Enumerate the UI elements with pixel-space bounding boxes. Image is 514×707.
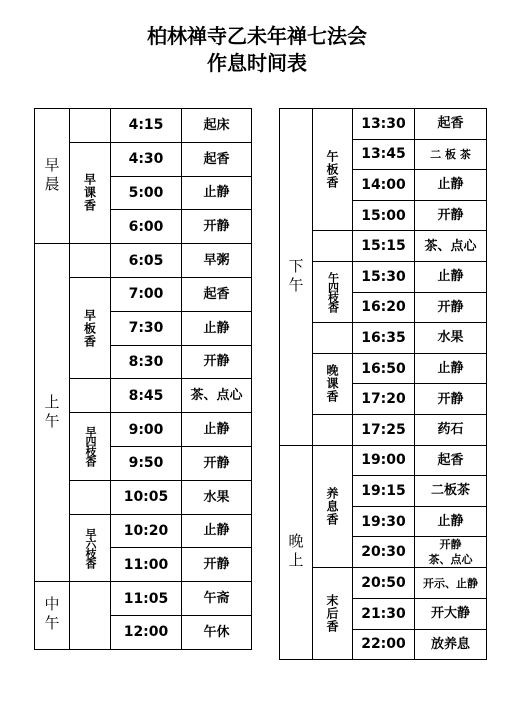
activity-cell: 起香 bbox=[415, 445, 487, 476]
time-cell: 16:35 bbox=[353, 323, 415, 354]
activity-cell: 起香 bbox=[182, 142, 252, 176]
activity-cell: 止静 bbox=[182, 514, 252, 548]
time-cell: 15:15 bbox=[353, 231, 415, 262]
session-label: 末后香 bbox=[313, 568, 353, 660]
activity-cell: 止静 bbox=[182, 311, 252, 345]
time-cell: 16:50 bbox=[353, 353, 415, 384]
session-label: 养息香 bbox=[313, 445, 353, 568]
time-cell: 16:20 bbox=[353, 292, 415, 323]
page-subtitle: 作息时间表 bbox=[207, 51, 307, 75]
time-cell: 4:15 bbox=[111, 109, 182, 143]
period-label: 早晨 bbox=[35, 109, 70, 244]
activity-cell: 起床 bbox=[182, 109, 252, 143]
activity-cell: 开静 bbox=[182, 548, 252, 582]
time-cell: 7:30 bbox=[111, 311, 182, 345]
activity-cell: 茶、点心 bbox=[182, 379, 252, 413]
session-label bbox=[313, 231, 353, 262]
time-cell: 4:30 bbox=[111, 142, 182, 176]
activity-cell: 止静 bbox=[415, 261, 487, 292]
time-cell: 21:30 bbox=[353, 598, 415, 629]
table-row bbox=[35, 582, 252, 616]
session-label: 早四枝香 bbox=[70, 413, 111, 481]
activity-cell: 开大静 bbox=[415, 598, 487, 629]
period-label: 上午 bbox=[35, 244, 70, 582]
session-label: 午板香 bbox=[313, 109, 353, 231]
period-label: 中午 bbox=[35, 582, 70, 650]
table-row bbox=[35, 109, 252, 143]
activity-cell: 药石 bbox=[415, 414, 487, 445]
activity-cell: 茶、点心 bbox=[415, 231, 487, 262]
session-label: 早六枝香 bbox=[70, 514, 111, 582]
table-row bbox=[280, 445, 487, 476]
schedule-table-left bbox=[34, 108, 252, 650]
time-cell: 6:00 bbox=[111, 210, 182, 244]
page-title: 柏林禅寺乙未年禅七法会 bbox=[147, 24, 367, 48]
time-cell: 19:15 bbox=[353, 476, 415, 507]
session-label: 早课香 bbox=[70, 142, 111, 243]
activity-cell: 起香 bbox=[182, 277, 252, 311]
activity-cell: 开静 bbox=[182, 210, 252, 244]
time-cell: 20:50 bbox=[353, 568, 415, 599]
activity-cell: 二 板 茶 bbox=[415, 139, 487, 170]
activity-cell: 止静 bbox=[182, 176, 252, 210]
activity-cell: 开示、止静 bbox=[415, 568, 487, 599]
activity-cell: 放养息 bbox=[415, 629, 487, 660]
time-cell: 17:20 bbox=[353, 384, 415, 415]
time-cell: 19:00 bbox=[353, 445, 415, 476]
activity-cell: 开静 bbox=[182, 446, 252, 480]
schedule-table-right bbox=[279, 108, 487, 660]
activity-cell: 止静 bbox=[415, 170, 487, 201]
time-cell: 17:25 bbox=[353, 414, 415, 445]
activity-cell: 午休 bbox=[182, 615, 252, 649]
activity-cell: 止静 bbox=[415, 353, 487, 384]
session-label bbox=[313, 323, 353, 354]
session-label bbox=[313, 414, 353, 445]
table-row bbox=[280, 109, 487, 140]
activity-cell: 开静 茶、点心 bbox=[415, 537, 487, 568]
activity-cell: 开静 bbox=[182, 345, 252, 379]
session-label bbox=[70, 244, 111, 278]
session-label bbox=[70, 379, 111, 413]
activity-cell: 水果 bbox=[182, 480, 252, 514]
time-cell: 8:30 bbox=[111, 345, 182, 379]
time-cell: 9:50 bbox=[111, 446, 182, 480]
activity-cell: 起香 bbox=[415, 109, 487, 140]
activity-cell: 早粥 bbox=[182, 244, 252, 278]
session-label: 午四枝香 bbox=[313, 261, 353, 322]
period-label: 晚上 bbox=[280, 445, 313, 660]
time-cell: 22:00 bbox=[353, 629, 415, 660]
activity-cell: 开静 bbox=[415, 292, 487, 323]
time-cell: 10:05 bbox=[111, 480, 182, 514]
time-cell: 8:45 bbox=[111, 379, 182, 413]
activity-cell: 止静 bbox=[415, 506, 487, 537]
session-label bbox=[70, 582, 111, 650]
time-cell: 6:05 bbox=[111, 244, 182, 278]
session-label bbox=[70, 480, 111, 514]
time-cell: 9:00 bbox=[111, 413, 182, 447]
activity-cell: 水果 bbox=[415, 323, 487, 354]
activity-cell: 二板茶 bbox=[415, 476, 487, 507]
session-label: 早板香 bbox=[70, 277, 111, 378]
time-cell: 19:30 bbox=[353, 506, 415, 537]
session-label: 晚课香 bbox=[313, 353, 353, 414]
time-cell: 14:00 bbox=[353, 170, 415, 201]
activity-cell: 止静 bbox=[182, 413, 252, 447]
time-cell: 15:00 bbox=[353, 200, 415, 231]
time-cell: 15:30 bbox=[353, 261, 415, 292]
time-cell: 13:45 bbox=[353, 139, 415, 170]
time-cell: 11:05 bbox=[111, 582, 182, 616]
table-row bbox=[35, 244, 252, 278]
activity-cell: 午斋 bbox=[182, 582, 252, 616]
session-label bbox=[70, 109, 111, 143]
time-cell: 7:00 bbox=[111, 277, 182, 311]
time-cell: 20:30 bbox=[353, 537, 415, 568]
time-cell: 12:00 bbox=[111, 615, 182, 649]
activity-cell: 开静 bbox=[415, 384, 487, 415]
time-cell: 13:30 bbox=[353, 109, 415, 140]
activity-cell: 开静 bbox=[415, 200, 487, 231]
time-cell: 11:00 bbox=[111, 548, 182, 582]
time-cell: 10:20 bbox=[111, 514, 182, 548]
time-cell: 5:00 bbox=[111, 176, 182, 210]
period-label: 下午 bbox=[280, 109, 313, 446]
